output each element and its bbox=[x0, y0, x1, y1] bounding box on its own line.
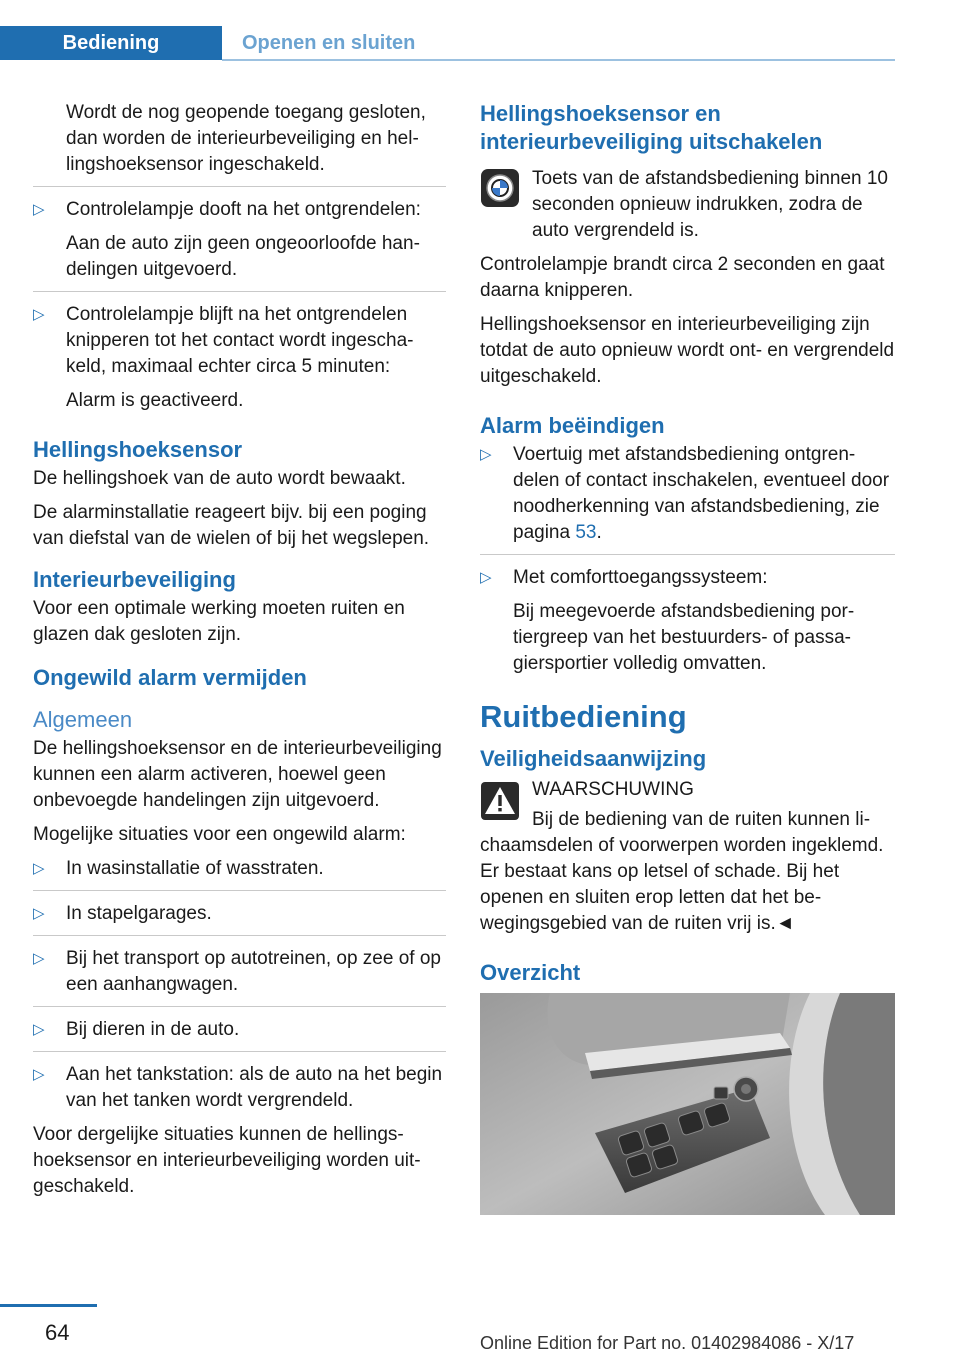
heading-uitschakelen: Hellingshoeksensor en interieurbeveiliging uitschakelen bbox=[480, 101, 823, 154]
window-switch-panel-photo bbox=[480, 993, 895, 1215]
triangle-bullet-icon: ▷ bbox=[33, 860, 45, 877]
list-item-subtext: Aan de auto zijn geen ongeoorloofde handelingen uitgevoerd. bbox=[66, 233, 420, 280]
list-item bbox=[33, 197, 446, 283]
header-divider bbox=[222, 59, 895, 61]
heading-hellingshoeksensor: Hellingshoeksensor bbox=[33, 437, 243, 462]
paragraph: Toets van de afstandsbediening binnen 10 seconden opnieuw indrukken, zodra de auto vergrendeld is. bbox=[532, 168, 888, 241]
list-separator bbox=[33, 186, 446, 187]
edition-note: Online Edition for Part no. 01402984086 - X/17 bbox=[480, 1333, 855, 1353]
list-item-text: Bij het transport op autotreinen, op zee of op een aanhangwagen. bbox=[66, 948, 441, 995]
list-item bbox=[480, 565, 895, 677]
intro-paragraph: Wordt de nog geopende toegang gesloten, dan worden de interieurbeveiliging en hellingshoeksensor ingeschakeld. bbox=[66, 102, 426, 175]
list-item-text: Met comforttoegangssysteem: bbox=[513, 567, 768, 588]
list-separator bbox=[33, 291, 446, 292]
remote-button-paragraph bbox=[480, 166, 895, 244]
paragraph: De alarminstallatie reageert bijv. bij een poging van diefstal van de wielen of bij het wegslepen. bbox=[33, 502, 430, 549]
triangle-bullet-icon: ▷ bbox=[33, 1021, 45, 1038]
list-separator bbox=[480, 554, 895, 555]
list-item bbox=[33, 901, 446, 927]
paragraph: Mogelijke situaties voor een ongewild alarm: bbox=[33, 824, 406, 845]
paragraph: Voor dergelijke situaties kunnen de hellingshoeksensor en interieurbeveiliging worden uitgeschakeld. bbox=[33, 1124, 421, 1197]
heading-ruitbediening: Ruitbediening bbox=[480, 699, 687, 734]
warning-text: Bij de bediening van de ruiten kunnen lichaamsdelen of voorwerpen worden ingeklemd. Er bestaat kans op letsel of schade. Bij het openen en sluiten erop letten dat het bewegingsgebied van de ruiten vrij is.◄ bbox=[480, 809, 884, 934]
list-item-text: Controlelampje dooft na het ontgrendelen: bbox=[66, 199, 421, 220]
list-separator bbox=[33, 1006, 446, 1007]
section-tab-bediening: Bediening bbox=[0, 26, 222, 60]
list-item-text: In wasinstallatie of wasstraten. bbox=[66, 858, 324, 879]
heading-interieurbeveiliging: Interieurbeveiliging bbox=[33, 567, 236, 592]
list-item bbox=[33, 1017, 446, 1043]
list-separator bbox=[33, 935, 446, 936]
heading-veiligheidsaanwijzing: Veiligheidsaanwijzing bbox=[480, 746, 707, 771]
list-item-subtext: Bij meegevoerde afstandsbediening portiergreep van het bestuurders- of passagiersportier volledig omvatten. bbox=[513, 601, 855, 674]
page-link[interactable]: 53 bbox=[575, 522, 597, 543]
heading-alarm-beeindigen: Alarm beëindigen bbox=[480, 413, 665, 438]
paragraph: De hellingshoeksensor en de interieurbeveiliging kunnen een alarm activeren, hoewel geen onbevoegde handelingen zijn uitgevoerd. bbox=[33, 738, 442, 811]
list-item-text: In stapelgarages. bbox=[66, 903, 212, 924]
list-separator bbox=[33, 890, 446, 891]
list-item-text-end: . bbox=[596, 522, 602, 543]
triangle-bullet-icon: ▷ bbox=[480, 446, 492, 463]
triangle-bullet-icon: ▷ bbox=[33, 950, 45, 967]
triangle-bullet-icon: ▷ bbox=[33, 201, 45, 218]
section-tab-openen-en-sluiten: Openen en sluiten bbox=[242, 32, 416, 54]
list-item-text: Controlelampje blijft na het ontgrendelen knipperen tot het contact wordt ingeschakeld, maximaal echter circa 5 minuten: bbox=[66, 304, 414, 377]
heading-ongewild-alarm: Ongewild alarm vermijden bbox=[33, 665, 307, 690]
footer-divider bbox=[0, 1304, 97, 1307]
left-column bbox=[33, 100, 446, 1208]
list-item bbox=[33, 946, 446, 998]
list-item-subtext: Alarm is geactiveerd. bbox=[66, 390, 244, 411]
list-item bbox=[480, 442, 895, 546]
list-separator bbox=[33, 1051, 446, 1052]
paragraph: Voor een optimale werking moeten ruiten en glazen dak gesloten zijn. bbox=[33, 598, 405, 645]
triangle-bullet-icon: ▷ bbox=[480, 569, 492, 586]
list-item-text-body: Voertuig met afstandsbediening ontgrendelen of contact inschakelen, eventueel door noodherkenning van afstandsbediening, zie pagina bbox=[513, 444, 890, 543]
paragraph: Hellingshoeksensor en interieurbeveiliging zijn totdat de auto opnieuw wordt ont- en vergrendeld uitgeschakeld. bbox=[480, 314, 895, 387]
heading-algemeen: Algemeen bbox=[33, 707, 133, 732]
warning-title: WAARSCHUWING bbox=[532, 779, 694, 800]
paragraph: Controlelampje brandt circa 2 seconden en gaat daarna knipperen. bbox=[480, 254, 885, 301]
list-item bbox=[33, 302, 446, 414]
list-item bbox=[33, 856, 446, 882]
list-item-text bbox=[513, 442, 895, 546]
list-item bbox=[33, 1062, 446, 1114]
page-header bbox=[0, 0, 895, 62]
bmw-key-button-icon bbox=[480, 168, 520, 208]
heading-overzicht: Overzicht bbox=[480, 960, 581, 985]
triangle-bullet-icon: ▷ bbox=[33, 1066, 45, 1083]
page-number: 64 bbox=[45, 1320, 70, 1345]
list-item-text: Bij dieren in de auto. bbox=[66, 1019, 240, 1040]
triangle-bullet-icon: ▷ bbox=[33, 905, 45, 922]
triangle-bullet-icon: ▷ bbox=[33, 306, 45, 323]
warning-block bbox=[480, 777, 895, 937]
list-item-text: Aan het tankstation: als de auto na het begin van het tanken wordt vergrendeld. bbox=[66, 1064, 443, 1111]
paragraph: De hellingshoek van de auto wordt bewaakt. bbox=[33, 468, 406, 489]
right-column bbox=[480, 100, 895, 1215]
